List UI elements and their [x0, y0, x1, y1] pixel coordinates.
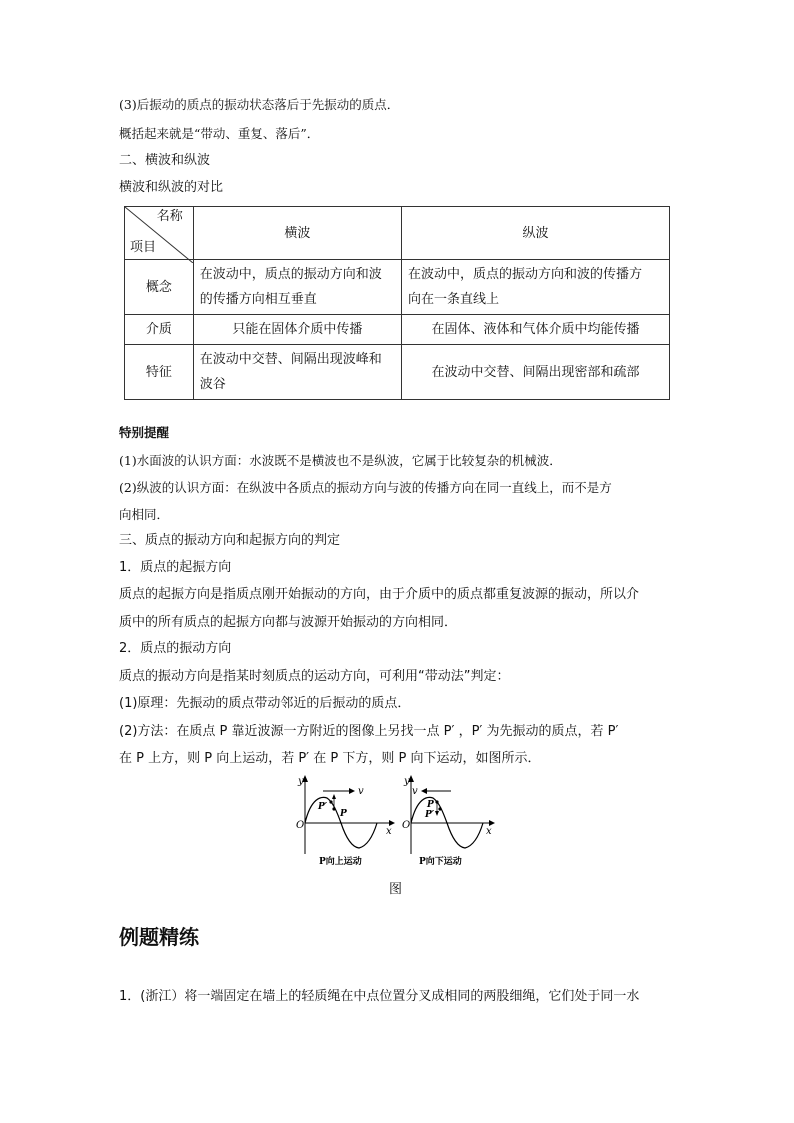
- method-line-1: (2)方法：在质点 P 靠近波源一方附近的图像上另找一点 P′ ，P′ 为先振动的质点，若 P′: [119, 724, 619, 739]
- row-label-medium: 介质: [125, 315, 194, 345]
- origin-label: O: [402, 820, 411, 831]
- cell-transverse-medium: 只能在固体介质中传播: [193, 315, 401, 345]
- method-line-2: 在 P 上方，则 P 向上运动，若 P′ 在 P 下方，则 P 向下运动，如图所示．: [119, 751, 541, 766]
- row-label-feature: 特征: [125, 345, 194, 400]
- table-corner-cell: [125, 207, 194, 260]
- subcaption-down: P向下运动: [419, 857, 462, 867]
- paragraph-line: 质中的所有质点的起振方向都与波源开始振动的方向相同．: [119, 615, 458, 630]
- axis-label-y: y: [298, 776, 304, 787]
- corner-label-item: 项目: [130, 240, 157, 255]
- subsection-title-vibration-direction: 2．质点的振动方向: [119, 641, 232, 656]
- figure-caption: 图: [389, 882, 403, 897]
- row-label-concept: 概念: [125, 260, 194, 315]
- point-label-p: P: [340, 809, 347, 819]
- table-row: [125, 260, 670, 315]
- velocity-label: v: [412, 786, 418, 797]
- cell-line: 在波动中，质点的振动方向和波的传播方: [408, 267, 643, 282]
- cell-line: 波谷: [199, 377, 226, 392]
- subcaption-up: P向上运动: [319, 857, 362, 867]
- section-heading-vibration-direction: 三、质点的振动方向和起振方向的判定: [119, 533, 341, 548]
- header-longitudinal: 纵波: [402, 207, 670, 260]
- point-label-p-prime: P′: [318, 802, 328, 812]
- cell-line: 向在一条直线上: [408, 292, 500, 307]
- subsection-title-start-direction: 1．质点的起振方向: [119, 560, 232, 575]
- cell-longitudinal-medium: 在固体、液体和气体介质中均能传播: [402, 315, 670, 345]
- paragraph-line: 质点的起振方向是指质点刚开始振动的方向，由于介质中的质点都重复波源的振动，所以介: [119, 587, 640, 602]
- tips-title: 特别提醒: [119, 425, 170, 440]
- principle-line: (1)原理：先振动的质点带动邻近的后振动的质点．: [119, 696, 411, 711]
- section-heading-transverse-longitudinal: 二、横波和纵波: [119, 153, 211, 168]
- wave-direction-figure: [285, 772, 505, 874]
- point-label-p-prime: P′: [425, 810, 435, 820]
- cell-line: 的传播方向相互垂直: [199, 292, 317, 307]
- paragraph-line: 质点的振动方向是指某时刻质点的运动方向，可利用“带动法”判定：: [119, 669, 510, 684]
- cell-transverse-feature: [193, 345, 401, 400]
- axis-label-x: x: [386, 826, 392, 837]
- wave-diagram-down: [402, 775, 495, 867]
- cell-longitudinal-feature: 在波动中交替、间隔出现密部和疏部: [402, 345, 670, 400]
- section-heading-examples: 例题精练: [119, 925, 199, 949]
- tip-1: (1)水面波的认识方面：水波既不是横波也不是纵波，它属于比较复杂的机械波．: [119, 453, 562, 468]
- intro-summary: 概括起来就是“带动、重复、落后”．: [119, 126, 320, 141]
- cell-line: 在波动中交替、间隔出现波峰和: [199, 352, 382, 367]
- corner-label-name: 名称: [156, 209, 183, 224]
- comparison-table: [124, 206, 670, 400]
- point-label-p: P: [427, 800, 434, 810]
- tip-2-line-1: (2)纵波的认识方面：在纵波中各质点的振动方向与波的传播方向在同一直线上，而不是方: [119, 480, 612, 495]
- velocity-label: v: [358, 786, 364, 797]
- intro-point-3: (3)后振动的质点的振动状态落后于先振动的质点．: [119, 97, 400, 112]
- tip-2-line-2: 向相同．: [119, 507, 170, 522]
- cell-transverse-concept: [193, 260, 401, 315]
- question-1: 1．(浙江）将一端固定在墙上的轻质绳在中点位置分叉成相同的两股细绳，它们处于同一水: [119, 989, 640, 1004]
- axis-label-y: y: [404, 776, 410, 787]
- cell-longitudinal-concept: [402, 260, 670, 315]
- origin-label: O: [296, 820, 305, 831]
- cell-line: 在波动中，质点的振动方向和波: [199, 267, 382, 282]
- axis-label-x: x: [486, 826, 492, 837]
- table-row: [125, 345, 670, 400]
- table-row: [125, 315, 670, 345]
- wave-diagram-up: [296, 775, 395, 867]
- header-transverse: 横波: [193, 207, 401, 260]
- table-caption: 横波和纵波的对比: [119, 180, 224, 195]
- table-header-row: [125, 207, 670, 260]
